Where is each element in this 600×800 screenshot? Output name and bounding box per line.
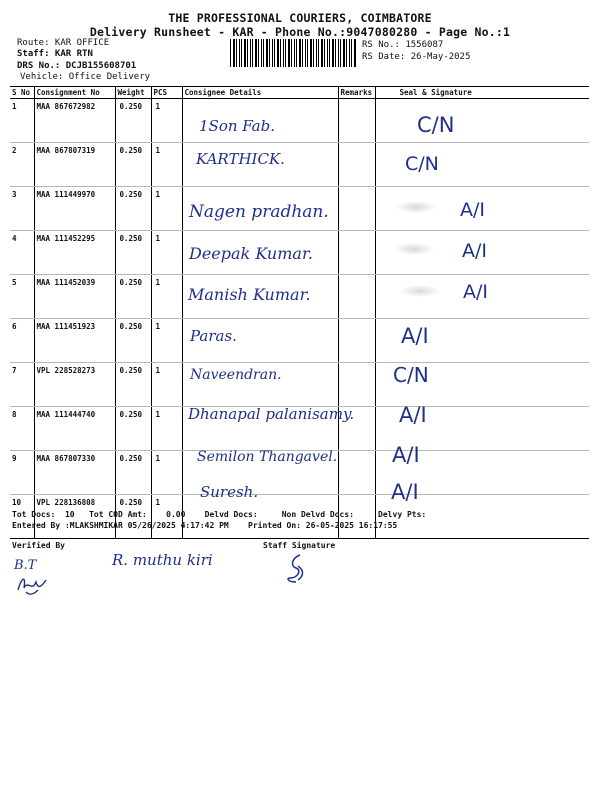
delivery-status-handwritten: A/I [401,324,429,348]
consignee-name-handwritten: Semilon Thangavel. [197,449,338,465]
totals-line: Tot Docs: 10 Tot COD Amt: 0.00 Delvd Docs: Non Delvd Docs: Delvy Pts: [12,510,427,519]
weight-value: 0.250 [115,319,151,363]
pcs-value: 1 [151,319,182,363]
route-label: Route: KAR OFFICE [17,38,110,48]
remarks-cell [338,451,375,495]
row-serial-number: 6 [10,319,34,363]
table-header-row [10,87,589,99]
runsheet-table [10,86,589,539]
col-header-consignment: Consignment No [34,87,115,99]
weight-value: 0.250 [115,99,151,143]
remarks-cell [338,143,375,187]
consignee-name-handwritten: Paras. [190,327,237,345]
delivery-status-handwritten: C/N [405,153,439,175]
weight-value: 0.250 [115,407,151,451]
staff-label: Staff: KAR RTN [17,49,93,59]
rs-date: RS Date: 26-May-2025 [362,52,471,62]
verified-by-label: Verified By [12,541,65,550]
rs-number: RS No.: 1556087 [362,40,444,50]
weight-value: 0.250 [115,495,151,539]
delivery-status-handwritten: C/N [393,363,429,387]
weight-value: 0.250 [115,143,151,187]
col-header-weight: Weight [115,87,151,99]
col-header-sno: S No [10,87,34,99]
pcs-value: 1 [151,275,182,319]
consignment-number: VPL 228528273 [34,363,115,407]
weight-value: 0.250 [115,451,151,495]
seal-stamp-mark [396,201,436,213]
table-row [10,319,589,363]
delivery-status-handwritten: A/I [462,240,488,262]
consignment-number: VPL 228136808 [34,495,115,539]
consignment-number: MAA 867807319 [34,143,115,187]
consignment-number: MAA 867807330 [34,451,115,495]
row-serial-number: 8 [10,407,34,451]
delivery-status-handwritten: A/I [399,403,427,427]
pcs-value: 1 [151,187,182,231]
seal-signature-cell [375,99,589,143]
staff-signature [282,552,312,586]
consignee-name-handwritten: KARTHICK. [196,150,285,168]
row-serial-number: 3 [10,187,34,231]
consignment-number: MAA 111452039 [34,275,115,319]
row-serial-number: 5 [10,275,34,319]
remarks-cell [338,319,375,363]
pcs-value: 1 [151,451,182,495]
consignment-number: MAA 111449970 [34,187,115,231]
remarks-cell [338,363,375,407]
consignee-name-handwritten: Naveendran. [190,367,282,383]
delivery-status-handwritten: C/N [417,113,455,137]
row-serial-number: 7 [10,363,34,407]
weight-value: 0.250 [115,187,151,231]
delivery-status-handwritten: A/I [460,199,486,221]
pcs-value: 1 [151,99,182,143]
weight-value: 0.250 [115,275,151,319]
consignee-name-handwritten: Suresh. [200,483,259,501]
consignment-number: MAA 111444740 [34,407,115,451]
consignment-number: MAA 867672982 [34,99,115,143]
consignee-name-handwritten: 1Son Fab. [199,117,275,135]
row-serial-number: 4 [10,231,34,275]
consignment-number: MAA 111451923 [34,319,115,363]
weight-value: 0.250 [115,363,151,407]
table-row [10,99,589,143]
verifier-name-handwritten: R. muthu kiri [112,551,213,569]
col-header-remarks: Remarks [338,87,375,99]
seal-stamp-mark [394,243,434,255]
remarks-cell [338,187,375,231]
row-serial-number: 10 [10,495,34,539]
remarks-cell [338,275,375,319]
col-header-pcs: PCS [151,87,182,99]
entered-by-line: Entered By :MLAKSHMIKAR 05/26/2025 4:17:42 PM Printed On: 26-05-2025 16:17:55 [12,521,398,530]
table-row [10,143,589,187]
vehicle-label: Vehicle: Office Delivery [20,72,151,82]
col-header-consignee: Consignee Details [182,87,338,99]
col-header-seal: Seal & Signature [375,87,589,99]
consignment-number: MAA 111452295 [34,231,115,275]
delivery-status-handwritten: A/I [392,443,420,467]
pcs-value: 1 [151,143,182,187]
consignee-name-handwritten: Deepak Kumar. [189,244,313,263]
pcs-value: 1 [151,495,182,539]
barcode-image [230,39,356,67]
drs-number: DRS No.: DCJB155608701 [17,61,137,71]
remarks-cell [338,99,375,143]
pcs-value: 1 [151,231,182,275]
seal-stamp-mark [400,285,440,297]
remarks-cell [338,231,375,275]
delivery-status-handwritten: A/I [463,281,489,303]
table-row [10,363,589,407]
verifier-signature [14,572,54,598]
company-title: THE PROFESSIONAL COURIERS, COIMBATORE [168,11,432,25]
verifier-initials: B.T [14,558,37,573]
consignee-name-handwritten: Dhanapal palanisamy. [188,405,355,423]
delivery-status-handwritten: A/I [391,480,419,504]
row-serial-number: 9 [10,451,34,495]
pcs-value: 1 [151,407,182,451]
row-serial-number: 2 [10,143,34,187]
runsheet-subtitle: Delivery Runsheet - KAR - Phone No.:9047080280 - Page No.:1 [89,25,511,39]
consignee-name-handwritten: Nagen pradhan. [189,202,329,222]
weight-value: 0.250 [115,231,151,275]
pcs-value: 1 [151,363,182,407]
consignee-name-handwritten: Manish Kumar. [188,285,311,304]
staff-signature-label: Staff Signature [263,541,336,550]
row-serial-number: 1 [10,99,34,143]
